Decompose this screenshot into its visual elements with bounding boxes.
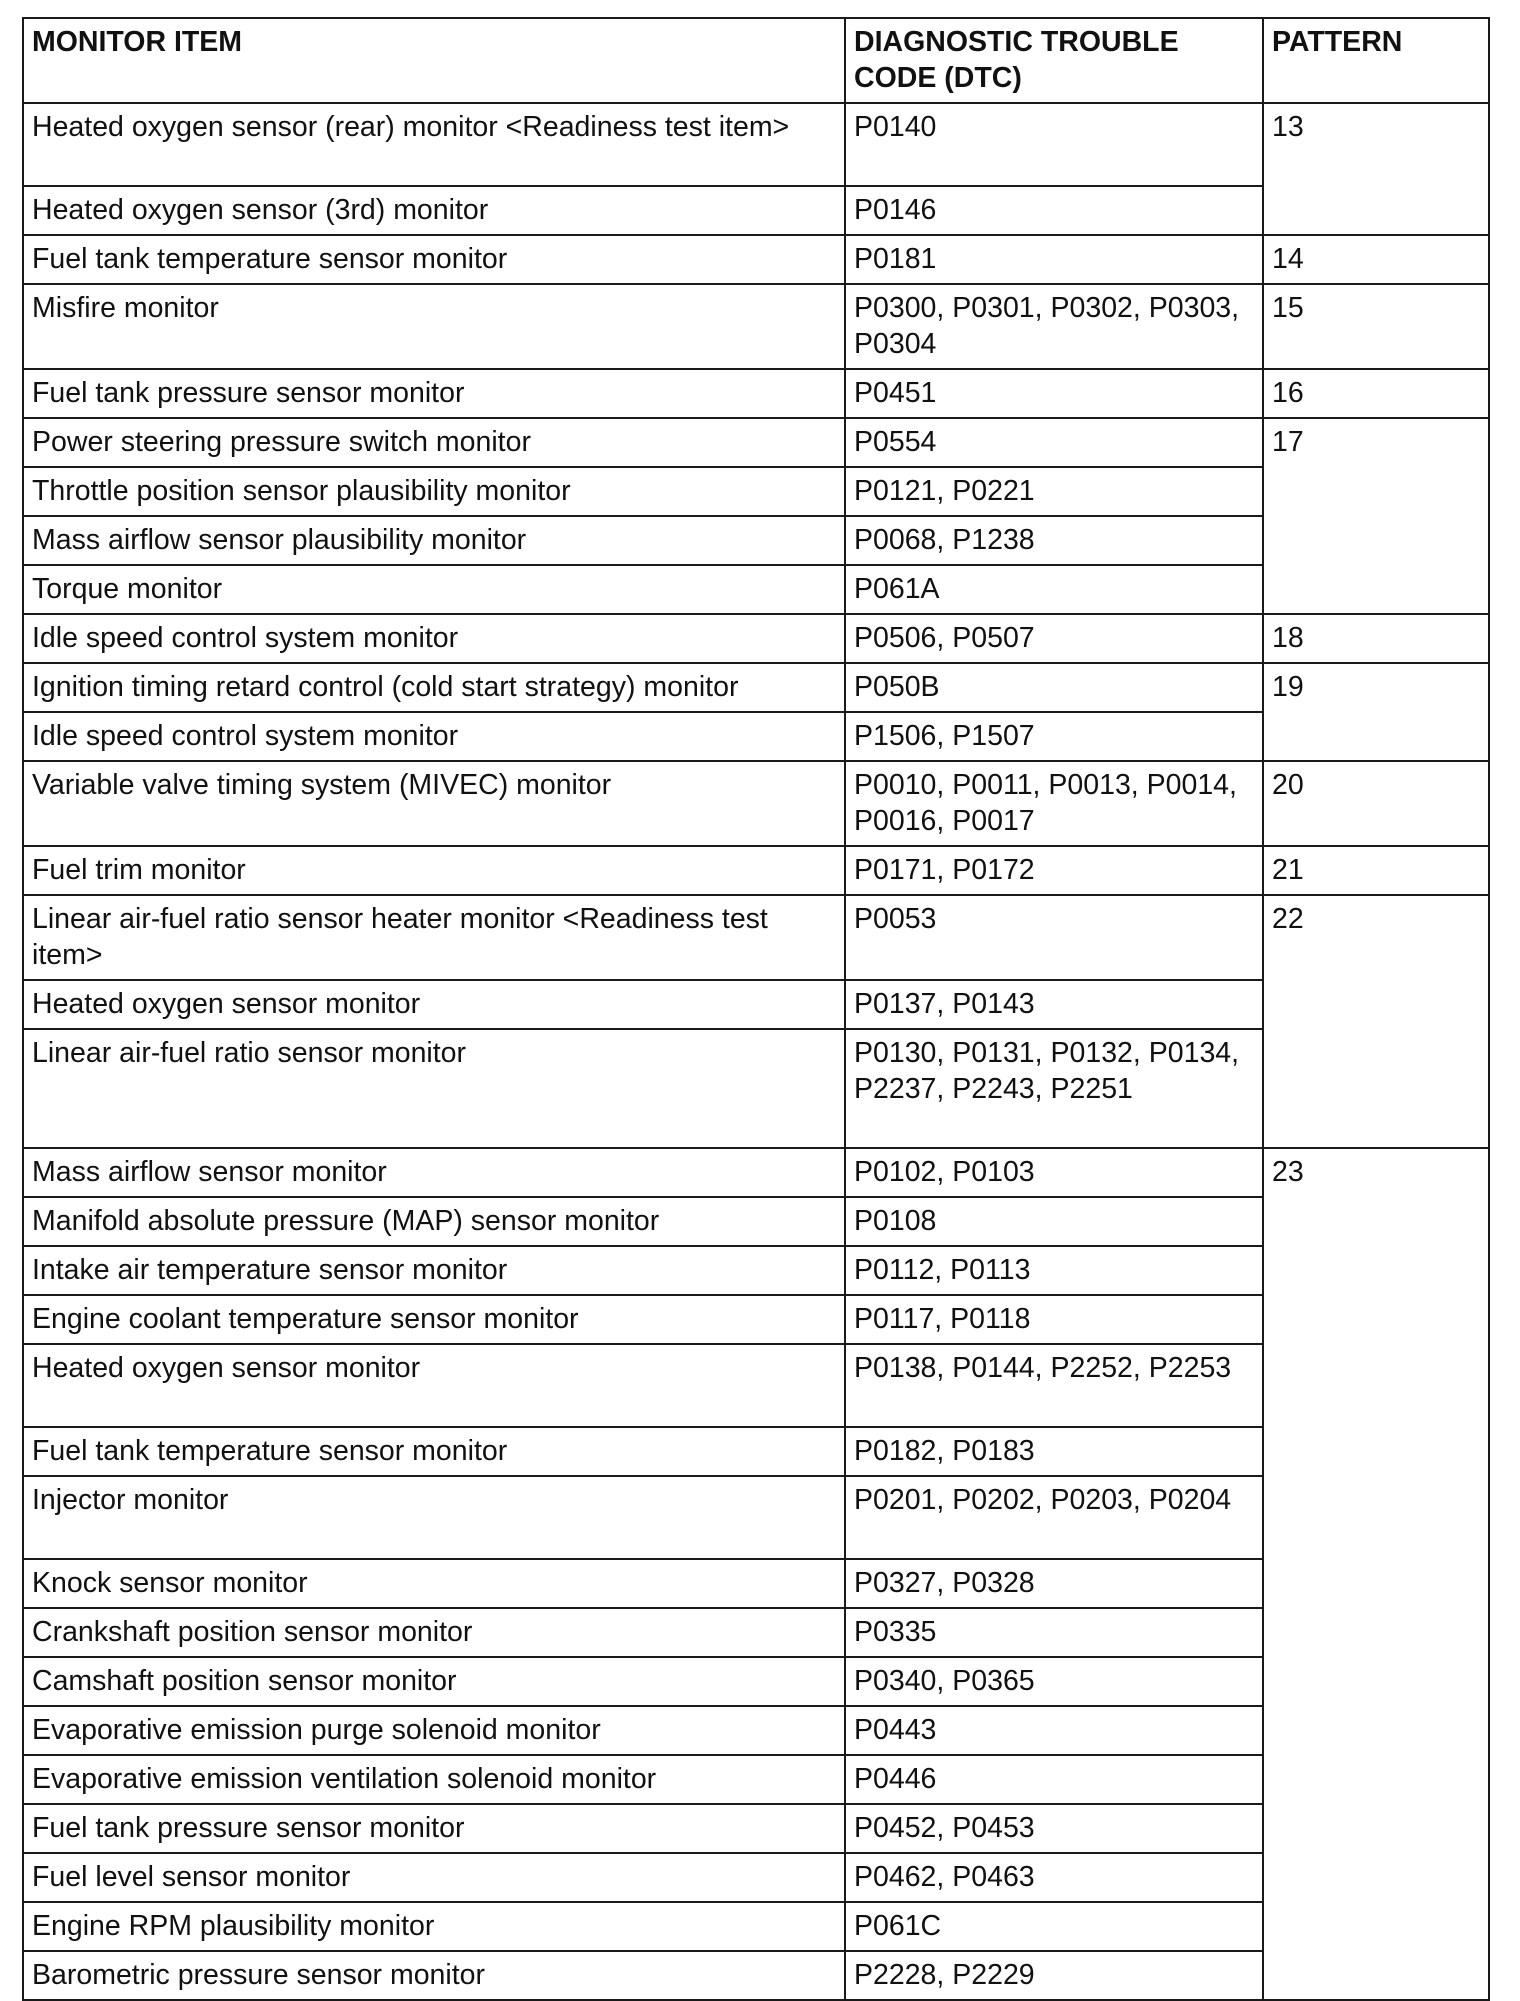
dtc-code-cell: P0446 (845, 1755, 1263, 1804)
dtc-code-cell: P0102, P0103 (845, 1148, 1263, 1197)
monitor-item-cell: Ignition timing retard control (cold start strategy) monitor (23, 663, 845, 712)
dtc-code-cell: P0053 (845, 895, 1263, 980)
monitor-item-cell: Barometric pressure sensor monitor (23, 1951, 845, 2000)
dtc-code-cell: P0130, P0131, P0132, P0134, P2237, P2243, P2251 (845, 1029, 1263, 1148)
monitor-item-cell: Camshaft position sensor monitor (23, 1657, 845, 1706)
table-row (23, 614, 1489, 663)
monitor-item-cell: Mass airflow sensor monitor (23, 1148, 845, 1197)
table-row (23, 284, 1489, 369)
dtc-code-cell: P0300, P0301, P0302, P0303, P0304 (845, 284, 1263, 369)
dtc-code-cell: P0443 (845, 1706, 1263, 1755)
pattern-cell: 23 (1263, 1148, 1489, 2000)
pattern-cell: 13 (1263, 103, 1489, 235)
monitor-item-cell: Knock sensor monitor (23, 1559, 845, 1608)
dtc-code-cell: P0327, P0328 (845, 1559, 1263, 1608)
monitor-item-cell: Heated oxygen sensor monitor (23, 980, 845, 1029)
monitor-item-cell: Idle speed control system monitor (23, 614, 845, 663)
monitor-item-cell: Fuel tank pressure sensor monitor (23, 369, 845, 418)
monitor-item-cell: Fuel level sensor monitor (23, 1853, 845, 1902)
table-row (23, 1148, 1489, 1197)
dtc-code-cell: P1506, P1507 (845, 712, 1263, 761)
dtc-table-sheet (22, 17, 1488, 2001)
dtc-code-cell: P0068, P1238 (845, 516, 1263, 565)
pattern-cell: 20 (1263, 761, 1489, 846)
monitor-item-cell: Engine RPM plausibility monitor (23, 1902, 845, 1951)
monitor-item-cell: Power steering pressure switch monitor (23, 418, 845, 467)
monitor-item-cell: Fuel tank pressure sensor monitor (23, 1804, 845, 1853)
monitor-item-cell: Throttle position sensor plausibility monitor (23, 467, 845, 516)
monitor-item-cell: Heated oxygen sensor (3rd) monitor (23, 186, 845, 235)
dtc-code-cell: P0108 (845, 1197, 1263, 1246)
dtc-code-cell: P0137, P0143 (845, 980, 1263, 1029)
dtc-code-cell: P050B (845, 663, 1263, 712)
monitor-item-cell: Idle speed control system monitor (23, 712, 845, 761)
monitor-item-cell: Injector monitor (23, 1476, 845, 1559)
dtc-code-cell: P0554 (845, 418, 1263, 467)
monitor-item-cell: Misfire monitor (23, 284, 845, 369)
dtc-code-cell: P2228, P2229 (845, 1951, 1263, 2000)
header-monitor-item: MONITOR ITEM (23, 18, 845, 103)
monitor-item-cell: Linear air-fuel ratio sensor monitor (23, 1029, 845, 1148)
dtc-code-cell: P0121, P0221 (845, 467, 1263, 516)
monitor-item-cell: Torque monitor (23, 565, 845, 614)
pattern-cell: 22 (1263, 895, 1489, 1148)
pattern-cell: 16 (1263, 369, 1489, 418)
monitor-item-cell: Evaporative emission purge solenoid monitor (23, 1706, 845, 1755)
header-dtc: DIAGNOSTIC TROUBLE CODE (DTC) (845, 18, 1263, 103)
table-row (23, 418, 1489, 467)
dtc-code-cell: P0181 (845, 235, 1263, 284)
dtc-code-cell: P0335 (845, 1608, 1263, 1657)
table-row (23, 369, 1489, 418)
dtc-code-cell: P0201, P0202, P0203, P0204 (845, 1476, 1263, 1559)
monitor-item-cell: Manifold absolute pressure (MAP) sensor monitor (23, 1197, 845, 1246)
monitor-item-cell: Mass airflow sensor plausibility monitor (23, 516, 845, 565)
monitor-item-cell: Fuel trim monitor (23, 846, 845, 895)
monitor-item-cell: Heated oxygen sensor (rear) monitor <Readiness test item> (23, 103, 845, 186)
dtc-code-cell: P0506, P0507 (845, 614, 1263, 663)
dtc-code-cell: P0452, P0453 (845, 1804, 1263, 1853)
dtc-table (22, 17, 1490, 2001)
table-row (23, 235, 1489, 284)
pattern-cell: 19 (1263, 663, 1489, 761)
pattern-cell: 18 (1263, 614, 1489, 663)
dtc-code-cell: P0462, P0463 (845, 1853, 1263, 1902)
monitor-item-cell: Fuel tank temperature sensor monitor (23, 235, 845, 284)
monitor-item-cell: Fuel tank temperature sensor monitor (23, 1427, 845, 1476)
monitor-item-cell: Crankshaft position sensor monitor (23, 1608, 845, 1657)
table-row (23, 846, 1489, 895)
monitor-item-cell: Linear air-fuel ratio sensor heater monitor <Readiness test item> (23, 895, 845, 980)
table-body (23, 103, 1489, 2000)
dtc-code-cell: P0340, P0365 (845, 1657, 1263, 1706)
dtc-code-cell: P0140 (845, 103, 1263, 186)
dtc-code-cell: P0146 (845, 186, 1263, 235)
pattern-cell: 21 (1263, 846, 1489, 895)
monitor-item-cell: Variable valve timing system (MIVEC) monitor (23, 761, 845, 846)
pattern-cell: 17 (1263, 418, 1489, 614)
dtc-code-cell: P0138, P0144, P2252, P2253 (845, 1344, 1263, 1427)
monitor-item-cell: Intake air temperature sensor monitor (23, 1246, 845, 1295)
dtc-code-cell: P0112, P0113 (845, 1246, 1263, 1295)
table-row (23, 103, 1489, 186)
pattern-cell: 14 (1263, 235, 1489, 284)
table-row (23, 761, 1489, 846)
dtc-code-cell: P0171, P0172 (845, 846, 1263, 895)
dtc-code-cell: P0117, P0118 (845, 1295, 1263, 1344)
monitor-item-cell: Heated oxygen sensor monitor (23, 1344, 845, 1427)
dtc-code-cell: P061C (845, 1902, 1263, 1951)
header-pattern: PATTERN (1263, 18, 1489, 103)
dtc-code-cell: P0010, P0011, P0013, P0014, P0016, P0017 (845, 761, 1263, 846)
pattern-cell: 15 (1263, 284, 1489, 369)
dtc-code-cell: P0451 (845, 369, 1263, 418)
dtc-code-cell: P061A (845, 565, 1263, 614)
dtc-code-cell: P0182, P0183 (845, 1427, 1263, 1476)
table-row (23, 663, 1489, 712)
table-header-row (23, 18, 1489, 103)
monitor-item-cell: Engine coolant temperature sensor monitor (23, 1295, 845, 1344)
monitor-item-cell: Evaporative emission ventilation solenoid monitor (23, 1755, 845, 1804)
table-row (23, 895, 1489, 980)
